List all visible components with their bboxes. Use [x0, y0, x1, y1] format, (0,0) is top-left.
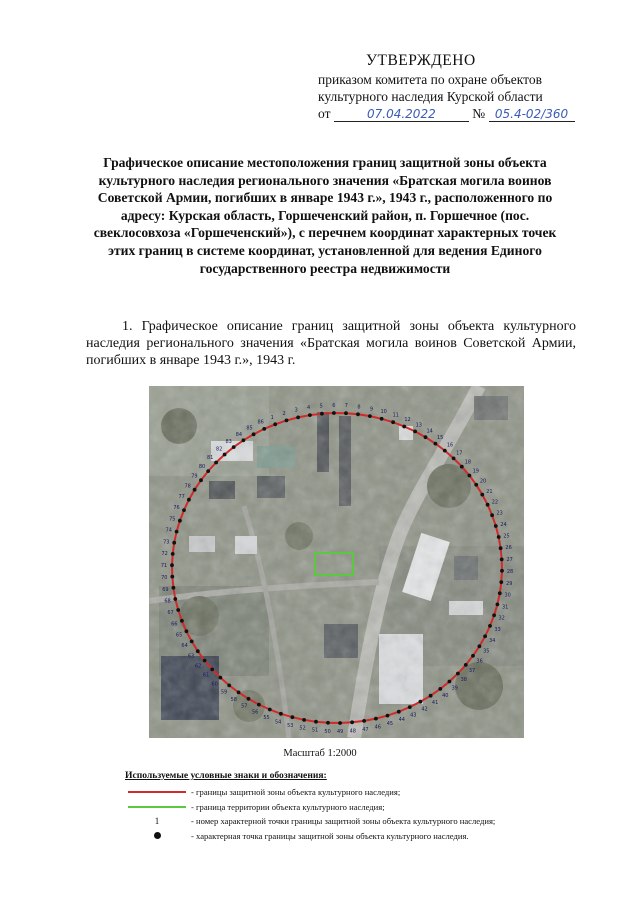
characteristic-point [386, 714, 390, 718]
characteristic-point [500, 569, 504, 573]
point-number-label: 25 [503, 533, 510, 540]
point-number-label: 85 [246, 425, 253, 432]
characteristic-point [490, 513, 494, 517]
point-number-label: 8 [357, 404, 361, 411]
section-text: 1. Графическое описание границ защитной зоны объекта культурного наследия регионального значения «Братская могила воинов Советской Армии, погибших в январе 1943 г.», 1943 г. [86, 319, 576, 368]
point-number-label: 53 [287, 722, 294, 729]
characteristic-point [448, 680, 452, 684]
characteristic-point [223, 453, 227, 457]
legend-item-point [125, 829, 595, 844]
point-number-label: 66 [171, 621, 178, 628]
legend-item-point-number [125, 814, 595, 829]
characteristic-point [424, 435, 428, 439]
point-number-label: 86 [257, 419, 264, 426]
point-number-label: 19 [472, 468, 479, 475]
characteristic-point [500, 558, 504, 562]
point-number-label: 40 [442, 693, 449, 700]
characteristic-point [273, 422, 277, 426]
approval-number: 05.4-02/360 [494, 107, 569, 121]
characteristic-point [199, 478, 203, 482]
point-number-label: 79 [191, 473, 198, 480]
characteristic-point [185, 629, 189, 633]
legend-text: - границы защитной зоны объекта культурного наследия; [191, 787, 401, 798]
characteristic-point [302, 718, 306, 722]
green-line-symbol [128, 806, 186, 808]
characteristic-point [480, 493, 484, 497]
point-number-label: 49 [337, 729, 344, 735]
point-number-label: 7 [344, 403, 348, 410]
point-number-label: 61 [202, 672, 210, 679]
point-number-symbol: 1 [154, 816, 160, 827]
point-number-label: 5 [319, 403, 323, 410]
point-number-label: 73 [163, 539, 170, 546]
point-number-label: 24 [500, 521, 507, 528]
point-number-label: 65 [175, 632, 183, 639]
characteristic-point [180, 619, 184, 623]
characteristic-point [498, 591, 502, 595]
characteristic-point [356, 412, 360, 416]
characteristic-point [362, 719, 366, 723]
characteristic-point [247, 697, 251, 701]
characteristic-point [402, 425, 406, 429]
point-number-label: 42 [421, 706, 428, 713]
characteristic-point [172, 586, 176, 590]
characteristic-point [171, 552, 175, 556]
characteristic-point [344, 411, 348, 415]
characteristic-point [170, 575, 174, 579]
point-number-label: 28 [506, 568, 514, 575]
characteristic-point [413, 430, 417, 434]
point-number-label: 31 [502, 604, 509, 611]
characteristic-point [206, 469, 210, 473]
dot-symbol [154, 832, 161, 839]
characteristic-point [471, 654, 475, 658]
point-number-label: 68 [164, 598, 171, 605]
point-number-label: 63 [187, 653, 195, 660]
point-number-label: 29 [506, 580, 513, 587]
characteristic-point [190, 640, 194, 644]
legend-text: - номер характерной точки границы защитной зоны объекта культурного наследия; [191, 816, 496, 827]
point-number-label: 46 [374, 724, 381, 731]
point-number-label: 27 [506, 557, 513, 563]
point-number-label: 13 [415, 422, 422, 429]
characteristic-point [193, 488, 197, 492]
point-number-label: 30 [504, 592, 511, 599]
characteristic-point [499, 580, 503, 584]
point-number-label: 60 [211, 681, 218, 688]
map-svg [149, 386, 524, 738]
legend-heading: Используемые условные знаки и обозначения: [125, 770, 327, 781]
aerial-map [149, 386, 524, 738]
point-number-label: 34 [489, 637, 496, 644]
approval-line-1: приказом комитета по охране объектов [318, 72, 542, 87]
number-label: № [472, 106, 486, 121]
point-number-label: 78 [184, 483, 191, 490]
characteristic-point [170, 563, 174, 567]
from-label: от [318, 106, 331, 121]
characteristic-point [175, 530, 179, 534]
point-number-label: 74 [165, 527, 172, 534]
characteristic-point [237, 691, 241, 695]
point-number-label: 64 [181, 643, 188, 650]
characteristic-point [326, 721, 330, 725]
characteristic-point [452, 457, 456, 461]
point-number-label: 38 [460, 676, 467, 683]
map-scale: Масштаб 1:2000 [283, 748, 357, 759]
point-number-label: 83 [225, 438, 232, 445]
point-number-label: 6 [332, 403, 336, 409]
point-number-label: 56 [252, 709, 259, 716]
point-number-label: 82 [216, 446, 223, 453]
point-number-label: 37 [468, 667, 476, 674]
legend-text: - граница территории объекта культурного наследия; [191, 801, 385, 812]
characteristic-point [350, 720, 354, 724]
point-number-label: 12 [404, 417, 411, 424]
approval-heading: УТВЕРЖДЕНО [366, 52, 476, 69]
point-number-label: 77 [178, 494, 185, 501]
characteristic-point [434, 442, 438, 446]
point-number-label: 72 [161, 551, 168, 558]
characteristic-point [443, 449, 447, 453]
characteristic-point [314, 720, 318, 724]
point-number-label: 44 [398, 717, 405, 724]
point-number-label: 41 [431, 700, 439, 707]
point-number-label: 32 [498, 615, 505, 622]
characteristic-point [464, 663, 468, 667]
point-number-label: 58 [230, 696, 237, 703]
point-number-label: 75 [169, 516, 176, 523]
characteristic-point [219, 676, 223, 680]
point-number-label: 22 [491, 499, 499, 506]
characteristic-point [438, 687, 442, 691]
point-number-label: 62 [195, 663, 202, 670]
point-number-label: 35 [483, 648, 490, 655]
point-number-label: 2 [282, 410, 286, 417]
approval-block [318, 52, 618, 122]
point-number-label: 55 [263, 714, 270, 721]
characteristic-point [497, 535, 501, 539]
point-number-label: 9 [369, 406, 374, 413]
point-number-label: 47 [362, 726, 369, 733]
point-number-label: 33 [494, 626, 501, 633]
characteristic-point [285, 419, 289, 423]
characteristic-point [391, 420, 395, 424]
point-number-label: 51 [311, 727, 319, 734]
point-number-label: 21 [486, 488, 493, 495]
characteristic-point [210, 668, 214, 672]
point-number-label: 17 [456, 450, 463, 457]
characteristic-point [172, 541, 176, 545]
point-number-label: 15 [437, 435, 444, 442]
approval-date: 07.04.2022 [367, 107, 436, 121]
point-number-label: 26 [505, 545, 512, 552]
document-title: Графическое описание местоположения границ защитной зоны объекта культурного наследия регионального значения «Братская могила воинов Советской Армии, погибших в январе 1943 г.», 1943 г., расположенного по адресу: Курская область, Горшеченский район, п. Горшечное (пос. свеклосовхоза «Горшеченский»), с перечнем координат характерных точек этих границ в системе координат, установленной для ведения Единого государственного реестра недвижимости [93, 155, 557, 276]
point-number-label: 18 [464, 459, 472, 466]
point-number-label: 10 [380, 409, 387, 416]
point-number-label: 1 [270, 414, 274, 421]
point-number-label: 11 [392, 412, 399, 419]
point-number-label: 84 [235, 431, 243, 438]
point-number-label: 80 [198, 464, 206, 471]
characteristic-point [268, 708, 272, 712]
point-number-label: 70 [161, 575, 168, 581]
characteristic-point [397, 710, 401, 714]
point-number-label: 69 [162, 586, 169, 593]
point-number-label: 16 [446, 442, 454, 449]
characteristic-point [486, 503, 490, 507]
characteristic-point [182, 508, 186, 512]
characteristic-point [296, 416, 300, 420]
characteristic-point [488, 624, 492, 628]
point-number-label: 52 [299, 725, 306, 732]
characteristic-point [173, 597, 177, 601]
characteristic-point [227, 684, 231, 688]
characteristic-point [257, 703, 261, 707]
characteristic-point [496, 603, 500, 607]
approval-date-line [318, 105, 618, 122]
characteristic-point [478, 644, 482, 648]
point-number-label: 48 [349, 728, 356, 735]
characteristic-point [474, 483, 478, 487]
characteristic-point [262, 427, 266, 431]
characteristic-point [320, 412, 324, 416]
point-number-label: 36 [476, 658, 483, 665]
characteristic-point [332, 411, 336, 415]
characteristic-point [492, 613, 496, 617]
section-paragraph [86, 318, 576, 369]
characteristic-point [494, 524, 498, 528]
point-number-label: 67 [167, 610, 174, 617]
characteristic-point [176, 608, 180, 612]
characteristic-point [429, 694, 433, 698]
characteristic-point [203, 659, 207, 663]
legend-item-zone-boundary [125, 785, 595, 800]
characteristic-point [196, 649, 200, 653]
characteristic-point [291, 715, 295, 719]
point-number-label: 59 [220, 689, 228, 696]
point-number-label: 14 [426, 428, 433, 435]
characteristic-point [338, 721, 342, 725]
point-number-label: 4 [307, 405, 311, 412]
characteristic-point [252, 432, 256, 436]
characteristic-point [279, 712, 283, 716]
characteristic-point [242, 438, 246, 442]
point-number-label: 20 [479, 478, 487, 485]
point-number-label: 45 [386, 721, 394, 728]
legend-text: - характерная точка границы защитной зоны объекта культурного наследия. [191, 830, 469, 841]
point-number-label: 71 [160, 563, 168, 570]
characteristic-point [368, 414, 372, 418]
point-number-label: 50 [324, 728, 331, 735]
point-number-label: 81 [207, 455, 214, 462]
characteristic-point [456, 672, 460, 676]
characteristic-point [408, 705, 412, 709]
point-number-label: 76 [173, 505, 180, 512]
point-number-label: 43 [410, 712, 417, 719]
characteristic-point [419, 700, 423, 704]
legend-item-territory-boundary [125, 800, 595, 815]
characteristic-point [374, 717, 378, 721]
red-line-symbol [128, 791, 186, 793]
point-number-label: 54 [275, 719, 282, 726]
characteristic-point [232, 445, 236, 449]
characteristic-point [499, 546, 503, 550]
characteristic-point [178, 519, 182, 523]
approval-line-2: культурного наследия Курской области [318, 89, 543, 104]
point-number-label: 3 [294, 407, 298, 414]
point-number-label: 57 [241, 703, 248, 710]
legend [125, 770, 595, 843]
characteristic-point [483, 634, 487, 638]
point-number-label: 39 [451, 685, 458, 692]
characteristic-point [468, 474, 472, 478]
characteristic-point [187, 498, 191, 502]
characteristic-point [308, 413, 312, 417]
characteristic-point [380, 417, 384, 421]
characteristic-point [214, 461, 218, 465]
point-number-label: 23 [496, 510, 503, 517]
characteristic-point [460, 465, 464, 469]
